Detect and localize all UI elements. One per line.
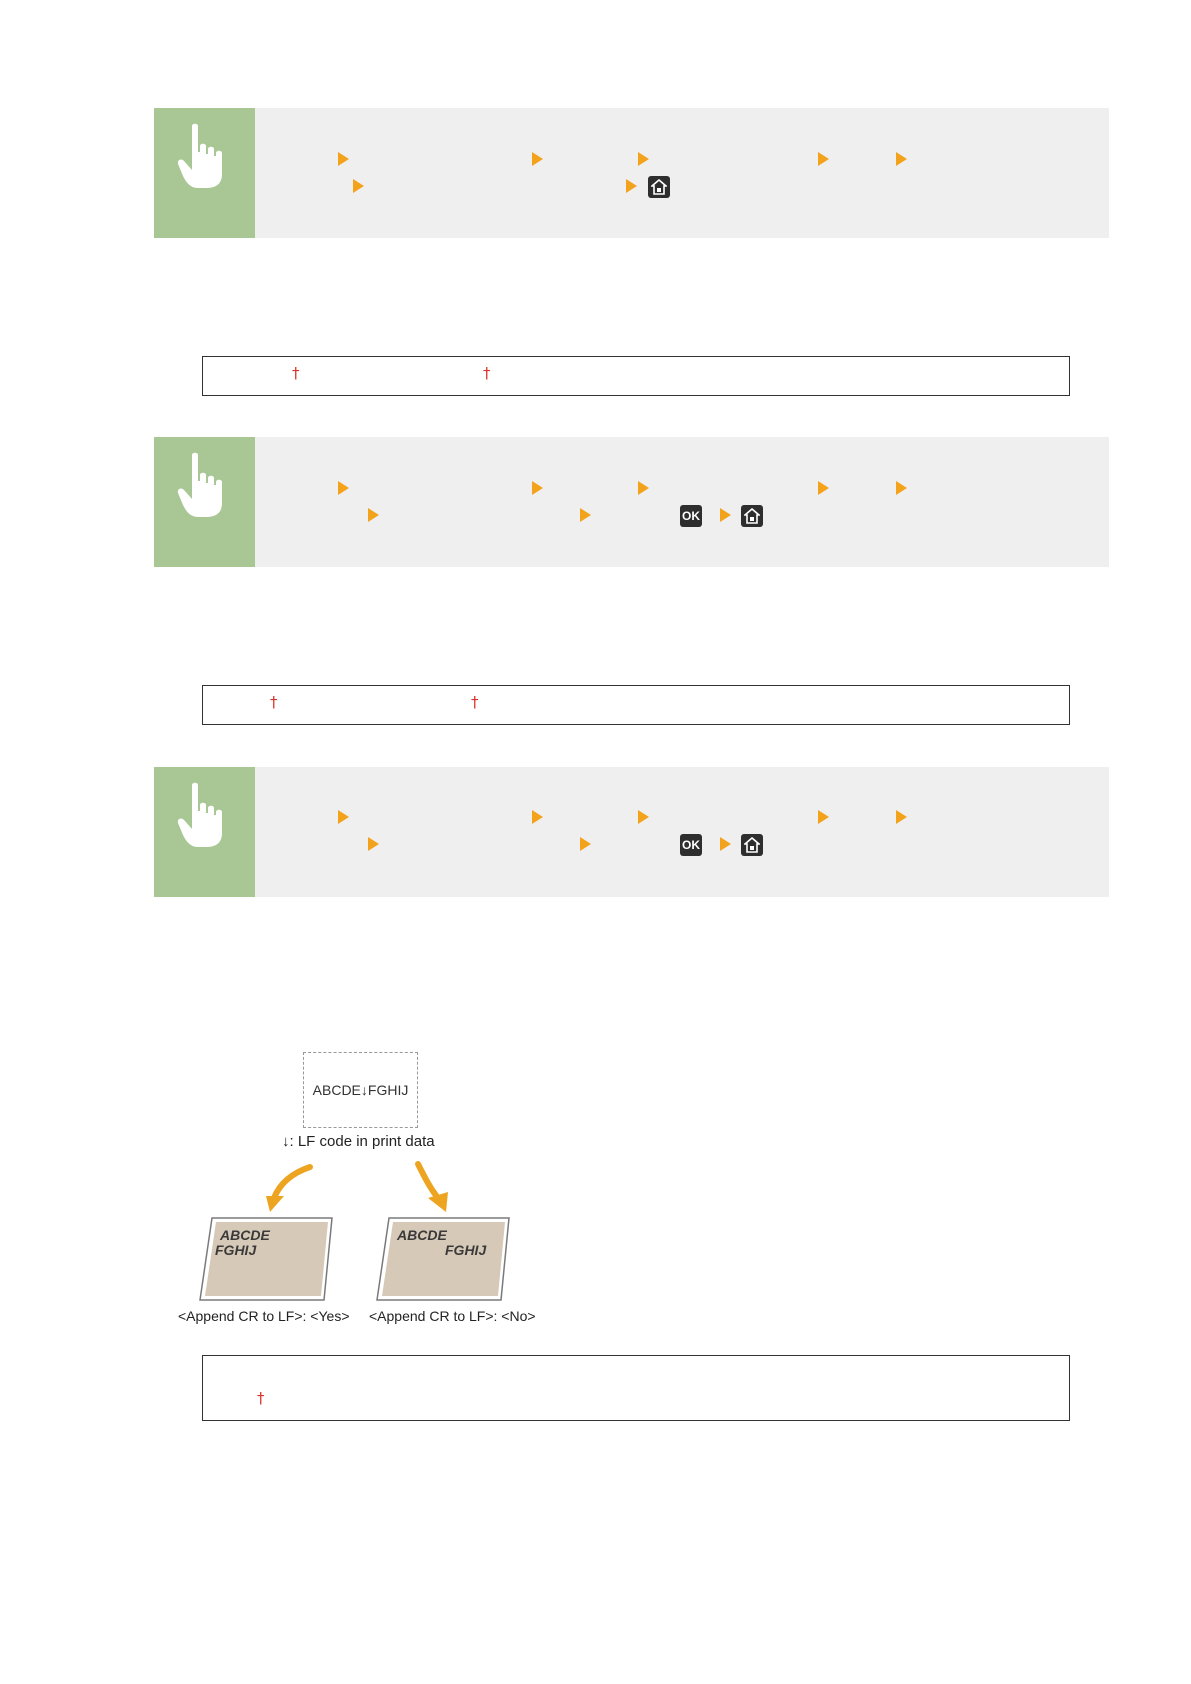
- step-arrow: [580, 508, 591, 522]
- default-marker: †: [471, 693, 479, 711]
- step-arrow: [338, 810, 349, 824]
- operation-sidebar: [154, 767, 255, 897]
- step-arrow: [818, 152, 829, 166]
- paper-no: [377, 1218, 509, 1300]
- arrowhead-left: [266, 1196, 284, 1212]
- step-arrow: [896, 152, 907, 166]
- arrowhead-right: [428, 1192, 448, 1212]
- setting-values-box-2: [202, 685, 1070, 725]
- home-key-icon: [741, 834, 763, 856]
- step-arrow: [638, 810, 649, 824]
- figure-graphics: [170, 1040, 550, 1330]
- paper-yes-line2: FGHIJ: [215, 1242, 257, 1258]
- setting-values-box-1: [202, 356, 1070, 396]
- step-arrow: [818, 481, 829, 495]
- curved-arrow-left-icon: [274, 1167, 310, 1198]
- step-arrow: [720, 508, 731, 522]
- step-arrow: [368, 508, 379, 522]
- step-arrow: [896, 481, 907, 495]
- step-arrow: [338, 152, 349, 166]
- ok-key-icon: OK: [680, 834, 702, 856]
- step-arrow: [532, 810, 543, 824]
- curved-arrow-right-icon: [418, 1164, 438, 1198]
- default-marker: †: [292, 364, 300, 382]
- paper-no-line2: FGHIJ: [445, 1242, 487, 1258]
- operation-box-1: [154, 108, 1109, 238]
- print-data-text: ABCDE↓FGHIJ: [312, 1082, 409, 1098]
- paper-yes: [200, 1218, 332, 1300]
- home-key-icon: [741, 505, 763, 527]
- step-arrow: [353, 179, 364, 193]
- setting-values-box-3: [202, 1355, 1070, 1421]
- operation-box-3: [154, 767, 1109, 897]
- step-arrow: [532, 481, 543, 495]
- operation-sidebar: [154, 108, 255, 238]
- caption-yes: <Append CR to LF>: <Yes>: [178, 1308, 350, 1324]
- pointing-hand-icon: [176, 122, 232, 192]
- step-arrow: [720, 837, 731, 851]
- caption-no: <Append CR to LF>: <No>: [369, 1308, 536, 1324]
- pointing-hand-icon: [176, 781, 232, 851]
- step-arrow: [638, 481, 649, 495]
- step-arrow: [626, 179, 637, 193]
- step-arrow: [532, 152, 543, 166]
- step-arrow: [580, 837, 591, 851]
- step-arrow: [896, 810, 907, 824]
- lf-code-legend: ↓: LF code in print data: [282, 1133, 435, 1150]
- cr-lf-illustration: [170, 1040, 550, 1330]
- default-marker: †: [270, 693, 278, 711]
- operation-sidebar: [154, 437, 255, 567]
- step-arrow: [368, 837, 379, 851]
- pointing-hand-icon: [176, 451, 232, 521]
- paper-yes-line1: ABCDE: [220, 1227, 270, 1243]
- default-marker: †: [483, 364, 491, 382]
- paper-no-line1: ABCDE: [397, 1227, 447, 1243]
- step-arrow: [338, 481, 349, 495]
- operation-box-2: [154, 437, 1109, 567]
- step-arrow: [818, 810, 829, 824]
- step-arrow: [638, 152, 649, 166]
- default-marker: †: [257, 1389, 265, 1407]
- ok-key-icon: OK: [680, 505, 702, 527]
- home-key-icon: [648, 176, 670, 198]
